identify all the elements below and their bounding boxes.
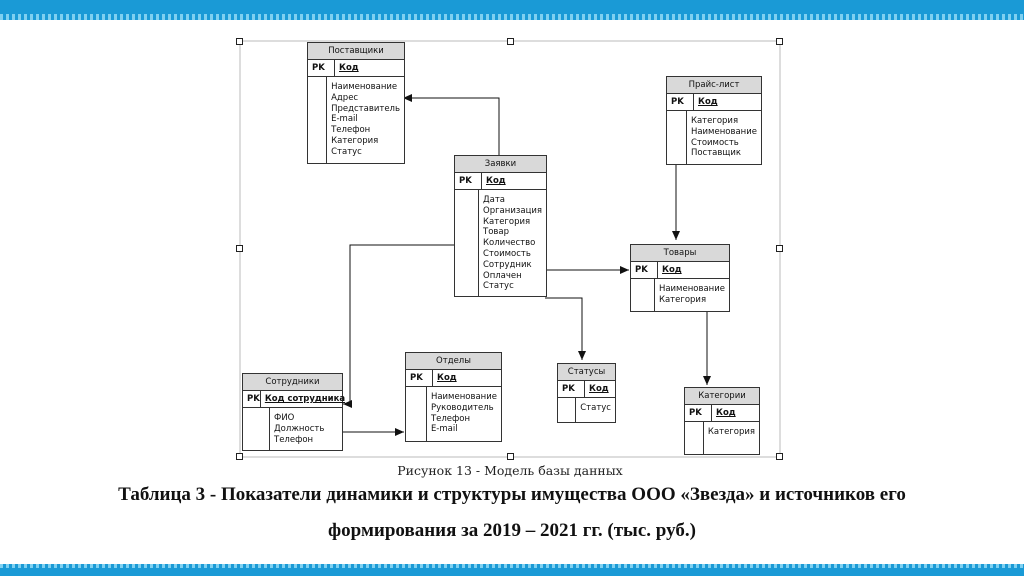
resize-handle-top-left[interactable]: [236, 38, 243, 45]
resize-handle-bottom-right[interactable]: [776, 453, 783, 460]
entity-title: Прайс-лист: [667, 77, 761, 94]
link-orders-statuses: [545, 298, 582, 360]
primary-key: Код: [339, 63, 359, 73]
field: Категория: [707, 427, 755, 437]
field: Стоимость: [690, 137, 739, 148]
pk-label: PK: [685, 405, 712, 421]
field: Стоимость: [483, 248, 531, 259]
field: E-mail: [331, 114, 358, 125]
primary-key: Код: [437, 373, 457, 383]
entity-title: Поставщики: [308, 43, 404, 60]
field: Телефон: [430, 413, 471, 424]
entity-title: Товары: [631, 245, 729, 262]
entity-title: Отделы: [406, 353, 501, 370]
field: Адрес: [331, 92, 359, 103]
entity-suppliers: [307, 42, 405, 164]
bottom-bar-stripe: [0, 568, 1024, 576]
field: Наименование: [690, 126, 757, 137]
field: Дата: [483, 195, 506, 205]
table-heading-line-2: формирования за 2019 – 2021 гг. (тыс. руб.): [328, 520, 696, 541]
field: ФИО: [274, 413, 295, 423]
field-list: [327, 77, 404, 163]
field: Товар: [483, 227, 510, 238]
field: Должность: [274, 423, 325, 434]
figure-caption: Рисунок 13 - Модель базы данных: [397, 463, 623, 478]
entity-departments: [405, 352, 502, 442]
entity-categories: [684, 387, 760, 455]
bottom-accent-bar: [0, 564, 1024, 576]
field: Наименование: [331, 82, 398, 92]
link-orders-suppliers: [403, 98, 499, 155]
field-list: [704, 422, 759, 454]
field: Поставщик: [690, 148, 742, 159]
primary-key: Код: [486, 176, 506, 186]
pk-label: PK: [406, 370, 433, 386]
field: Телефон: [274, 434, 314, 445]
field: Наименование: [658, 284, 725, 294]
entity-title: Сотрудники: [243, 374, 342, 391]
field: Категория: [658, 294, 707, 305]
primary-key: Код: [662, 265, 682, 275]
entity-employees: [242, 373, 346, 451]
field: Количество: [483, 238, 536, 249]
field-list: [687, 111, 761, 164]
resize-handle-middle-left[interactable]: [236, 245, 243, 252]
entity-title: Статусы: [558, 364, 615, 381]
field: Руководитель: [430, 402, 494, 413]
field: Категория: [483, 216, 531, 227]
resize-handle-bottom-left[interactable]: [236, 453, 243, 460]
field: Сотрудник: [483, 259, 532, 270]
resize-handle-top-center[interactable]: [507, 38, 514, 45]
field-list: [479, 190, 546, 296]
field: Статус: [580, 403, 611, 413]
field-list: [576, 398, 615, 422]
field-list: [655, 279, 729, 311]
resize-handle-top-right[interactable]: [776, 38, 783, 45]
field: Статус: [331, 146, 362, 157]
pk-label: PK: [667, 94, 694, 110]
primary-key: Код: [589, 384, 609, 394]
pk-label: PK: [455, 173, 482, 189]
primary-key: Код сотрудника: [264, 394, 346, 404]
field: Категория: [331, 135, 379, 146]
table-heading-line-1: Таблица 3 - Показатели динамики и структуры имущества ООО «Звезда» и источников его: [118, 484, 906, 505]
field-list: [427, 387, 501, 441]
pk-label: PK: [558, 381, 585, 397]
primary-key: Код: [698, 97, 718, 107]
field: Категория: [690, 116, 739, 126]
field: Организация: [483, 205, 542, 216]
entity-title: Заявки: [455, 156, 546, 173]
entity-goods: [630, 244, 730, 312]
field: Оплачен: [483, 270, 522, 281]
field: Статус: [483, 281, 514, 292]
pk-label: PK: [308, 60, 335, 76]
field: Представитель: [331, 103, 400, 114]
pk-label: PK: [631, 262, 658, 278]
field-list: [270, 408, 328, 450]
field: Наименование: [430, 392, 497, 402]
entity-pricelist: [666, 76, 762, 165]
entity-statuses: [557, 363, 616, 423]
primary-key: Код: [716, 408, 736, 418]
entity-title: Категории: [685, 388, 759, 405]
pk-label: PK: [243, 391, 261, 407]
field: E-mail: [430, 424, 458, 435]
resize-handle-bottom-center[interactable]: [507, 453, 514, 460]
entity-orders: [454, 155, 547, 297]
resize-handle-middle-right[interactable]: [776, 245, 783, 252]
field: Телефон: [331, 125, 371, 136]
